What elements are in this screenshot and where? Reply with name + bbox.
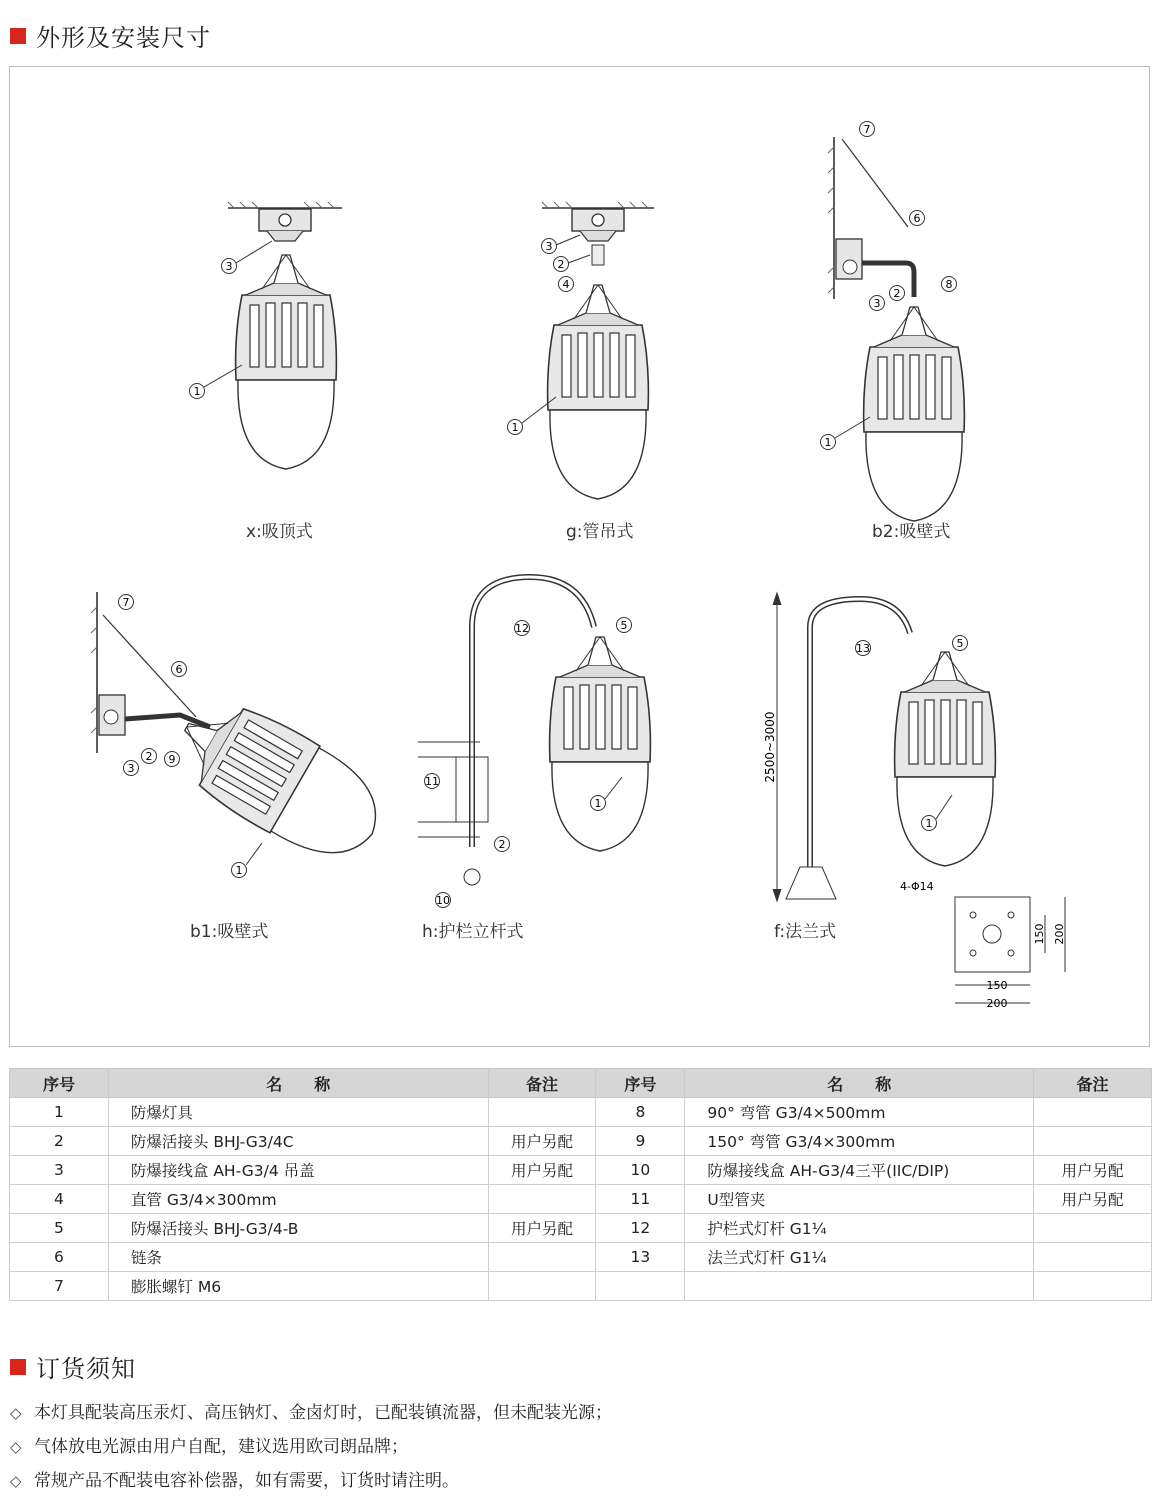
red-square-icon [10, 28, 26, 44]
note-text: 气体放电光源由用户自配，建议选用欧司朗品牌； [34, 1437, 408, 1457]
cell-name: 防爆接线盒 AH-G3/4 吊盖 [108, 1156, 488, 1185]
svg-text:8: 8 [945, 278, 953, 291]
svg-text:5: 5 [956, 637, 964, 650]
col-header-no: 序号 [596, 1069, 685, 1098]
table-row [10, 1272, 1152, 1301]
cell-no: 9 [596, 1127, 685, 1156]
cell-no: 5 [10, 1214, 109, 1243]
cell-remark [488, 1185, 596, 1214]
red-square-icon [10, 1359, 26, 1375]
cell-no [596, 1272, 685, 1301]
cell-name: U型管夹 [685, 1185, 1034, 1214]
diamond-bullet-icon: ◇ [10, 1404, 22, 1422]
cell-no: 11 [596, 1185, 685, 1214]
svg-text:1: 1 [925, 817, 933, 830]
list-item [10, 1430, 612, 1464]
svg-text:2: 2 [557, 258, 565, 271]
cell-remark [1034, 1214, 1152, 1243]
note-text: 常规产品不配装电容补偿器，如有需要，订货时请注明。 [34, 1471, 459, 1491]
cell-no: 8 [596, 1098, 685, 1127]
svg-text:3: 3 [873, 297, 881, 310]
caption-b2: b2:吸壁式 [872, 522, 951, 542]
cell-remark: 用户另配 [488, 1214, 596, 1243]
svg-text:1: 1 [824, 436, 832, 449]
pole-height-label: 2500~3000 [763, 711, 777, 783]
svg-text:6: 6 [175, 663, 183, 676]
cell-remark [1034, 1127, 1152, 1156]
cell-name: 膨胀螺钉 M6 [108, 1272, 488, 1301]
svg-text:7: 7 [122, 596, 130, 609]
svg-text:5: 5 [620, 619, 628, 632]
note-text: 本灯具配装高压汞灯、高压钠灯、金卤灯时，已配装镇流器，但未配装光源； [34, 1403, 612, 1423]
cell-no: 3 [10, 1156, 109, 1185]
table-row [10, 1243, 1152, 1272]
caption-f: f:法兰式 [774, 922, 837, 942]
table-row [10, 1214, 1152, 1243]
flange-dim-200-h: 200 [986, 997, 1008, 1010]
section-heading-dimensions [10, 18, 211, 53]
cell-name: 法兰式灯杆 G1¼ [685, 1243, 1034, 1272]
cell-no: 6 [10, 1243, 109, 1272]
svg-text:2: 2 [498, 838, 506, 851]
cell-remark [1034, 1272, 1152, 1301]
caption-b1: b1:吸壁式 [190, 922, 269, 942]
col-header-remark: 备注 [1034, 1069, 1152, 1098]
svg-text:3: 3 [127, 762, 135, 775]
svg-text:12: 12 [515, 622, 529, 635]
cell-remark [488, 1098, 596, 1127]
installation-drawings-panel [9, 66, 1150, 1047]
cell-remark: 用户另配 [488, 1156, 596, 1185]
table-row [10, 1127, 1152, 1156]
list-item [10, 1464, 612, 1498]
svg-text:1: 1 [511, 421, 519, 434]
parts-table [9, 1068, 1152, 1301]
cell-no: 12 [596, 1214, 685, 1243]
cell-name: 防爆活接头 BHJ-G3/4C [108, 1127, 488, 1156]
svg-text:3: 3 [225, 260, 233, 273]
col-header-no: 序号 [10, 1069, 109, 1098]
flange-dim-150-h: 150 [986, 979, 1008, 992]
cell-name: 150° 弯管 G3/4×300mm [685, 1127, 1034, 1156]
cell-name: 防爆活接头 BHJ-G3/4-B [108, 1214, 488, 1243]
cell-no: 2 [10, 1127, 109, 1156]
section-heading-ordering [10, 1349, 136, 1384]
installation-drawings [10, 67, 1151, 1048]
cell-name: 链条 [108, 1243, 488, 1272]
flange-dim-150-v: 150 [1033, 923, 1046, 945]
caption-h: h:护栏立杆式 [422, 922, 524, 942]
cell-remark: 用户另配 [488, 1127, 596, 1156]
cell-name: 防爆接线盒 AH-G3/4三平(IIC/DIP) [685, 1156, 1034, 1185]
cell-remark: 用户另配 [1034, 1156, 1152, 1185]
list-item [10, 1396, 612, 1430]
svg-text:1: 1 [594, 797, 602, 810]
cell-no: 7 [10, 1272, 109, 1301]
cell-remark [488, 1243, 596, 1272]
cell-name: 90° 弯管 G3/4×500mm [685, 1098, 1034, 1127]
svg-text:13: 13 [856, 642, 870, 655]
flange-holes-label: 4-Φ14 [900, 880, 934, 893]
table-header-row [10, 1069, 1152, 1098]
ordering-notes [10, 1396, 612, 1498]
svg-text:7: 7 [863, 123, 871, 136]
cell-name: 直管 G3/4×300mm [108, 1185, 488, 1214]
caption-g: g:管吊式 [566, 522, 634, 542]
cell-name: 防爆灯具 [108, 1098, 488, 1127]
diamond-bullet-icon: ◇ [10, 1472, 22, 1490]
svg-text:2: 2 [145, 750, 153, 763]
svg-text:2: 2 [893, 287, 901, 300]
svg-text:11: 11 [425, 775, 439, 788]
svg-text:6: 6 [913, 212, 921, 225]
table-row [10, 1156, 1152, 1185]
section-title: 外形及安装尺寸 [36, 24, 211, 52]
caption-x: x:吸顶式 [246, 522, 313, 542]
col-header-remark: 备注 [488, 1069, 596, 1098]
section-title: 订货须知 [36, 1355, 136, 1383]
svg-text:1: 1 [193, 385, 201, 398]
cell-remark: 用户另配 [1034, 1185, 1152, 1214]
svg-text:1: 1 [235, 864, 243, 877]
cell-no: 10 [596, 1156, 685, 1185]
cell-remark [1034, 1098, 1152, 1127]
svg-text:9: 9 [168, 753, 176, 766]
svg-text:4: 4 [562, 278, 570, 291]
flange-dim-200-v: 200 [1053, 923, 1066, 945]
cell-no: 13 [596, 1243, 685, 1272]
cell-name [685, 1272, 1034, 1301]
cell-remark [1034, 1243, 1152, 1272]
diamond-bullet-icon: ◇ [10, 1438, 22, 1456]
table-row [10, 1098, 1152, 1127]
cell-no: 4 [10, 1185, 109, 1214]
cell-no: 1 [10, 1098, 109, 1127]
cell-remark [488, 1272, 596, 1301]
col-header-name: 名 称 [685, 1069, 1034, 1098]
svg-text:3: 3 [545, 240, 553, 253]
svg-text:10: 10 [436, 894, 450, 907]
cell-name: 护栏式灯杆 G1¼ [685, 1214, 1034, 1243]
table-row [10, 1185, 1152, 1214]
col-header-name: 名 称 [108, 1069, 488, 1098]
